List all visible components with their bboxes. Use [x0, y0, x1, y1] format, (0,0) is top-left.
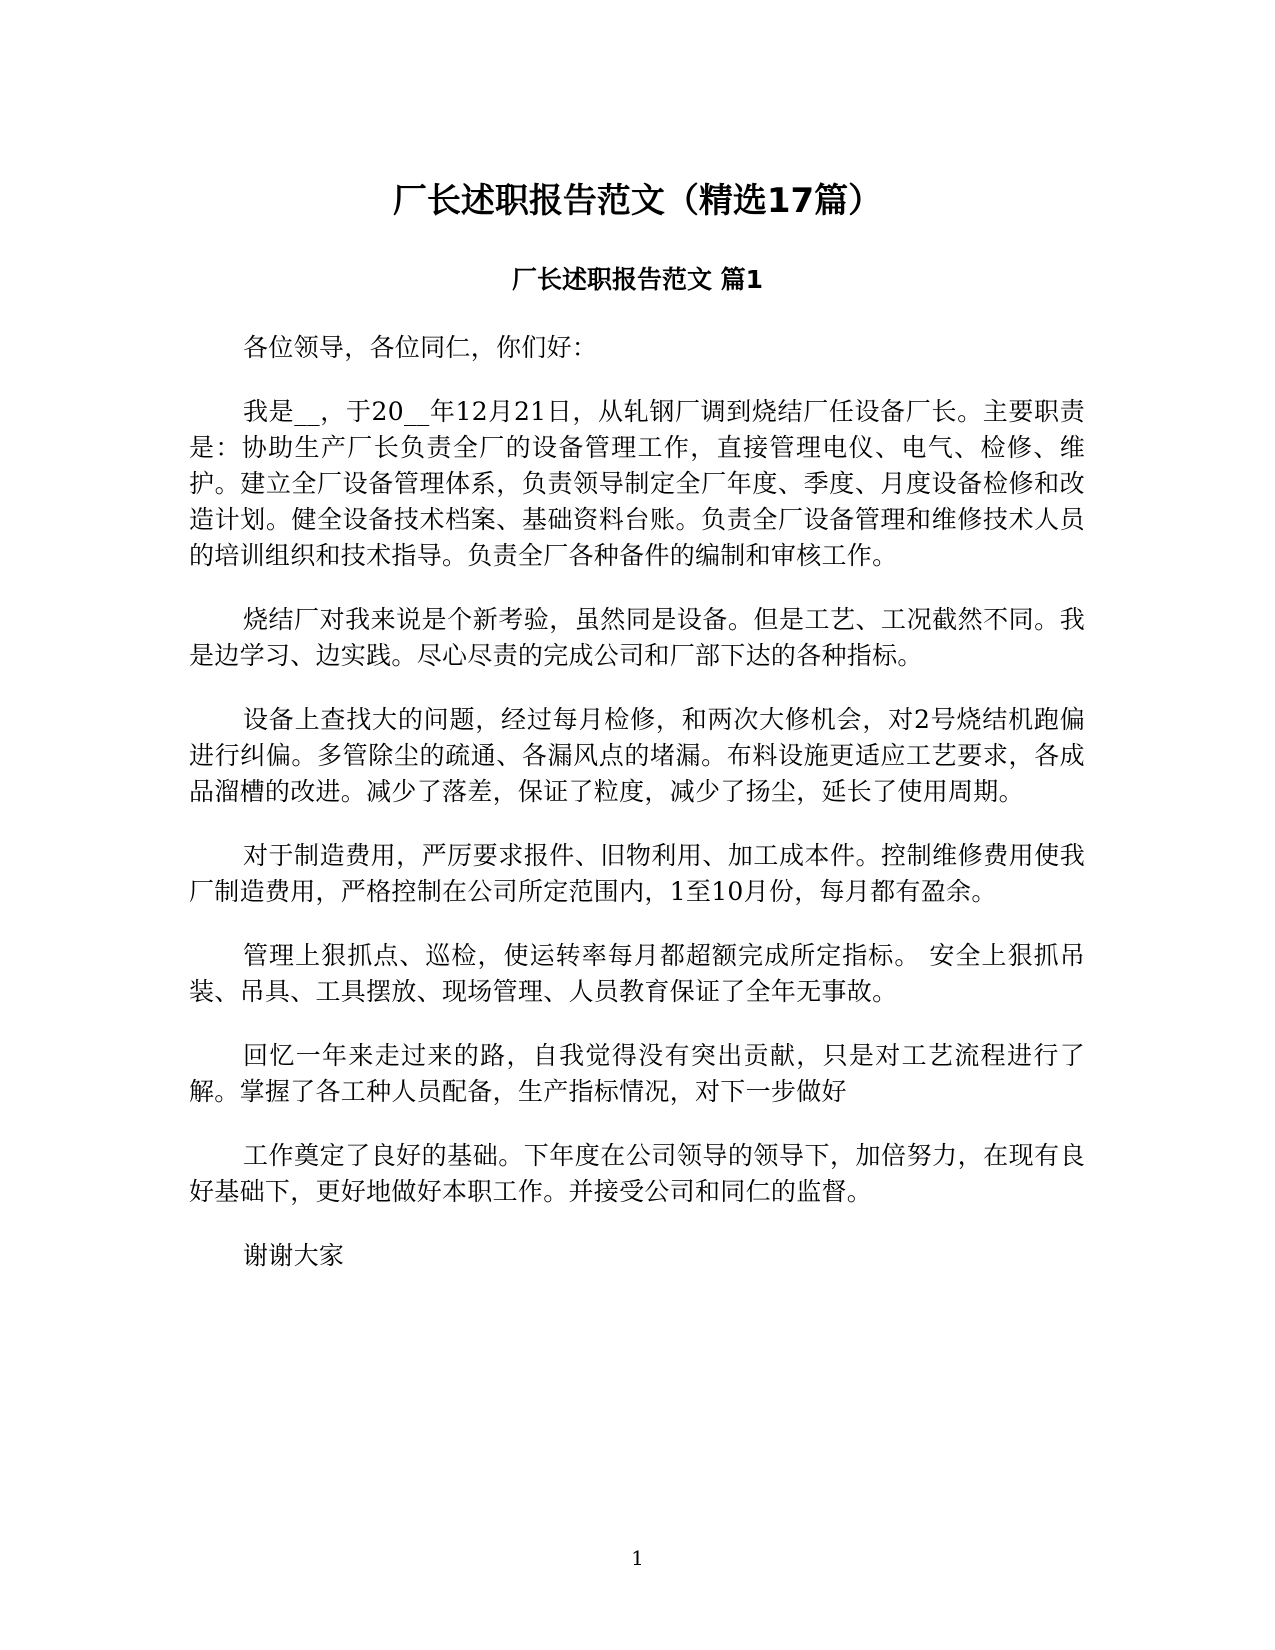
- paragraph-equipment-issues: 设备上查找大的问题，经过每月检修，和两次大修机会，对2号烧结机跑偏进行纠偏。多管除尘的疏通、各漏风点的堵漏。布料设施更适应工艺要求，各成品溜槽的改进。减少了落差，保证了粒度，减少了扬尘，延长了使用周期。: [189, 705, 1085, 806]
- paragraph-new-challenge: 烧结厂对我来说是个新考验，虽然同是设备。但是工艺、工况截然不同。我是边学习、边实践。尽心尽责的完成公司和厂部下达的各种指标。: [189, 605, 1085, 670]
- page-number: 1: [631, 1546, 644, 1570]
- paragraph-responsibilities: 我是__，于20__年12月21日，从轧钢厂调到烧结厂任设备厂长。主要职责是：协助生产厂长负责全厂的设备管理工作，直接管理电仪、电气、检修、维护。建立全厂设备管理体系，负责领导制定全厂年度、季度、月度设备检修和改造计划。健全设备技术档案、基础资料台账。负责全厂设备管理和维修技术人员的培训组织和技术指导。负责全厂各种备件的编制和审核工作。: [189, 397, 1085, 570]
- paragraph-thanks: 谢谢大家: [243, 1241, 345, 1270]
- paragraph-reflection: 回忆一年来走过来的路，自我觉得没有突出贡献，只是对工艺流程进行了解。掌握了各工种人员配备，生产指标情况，对下一步做好: [189, 1041, 1085, 1106]
- document-body: [189, 330, 1085, 1302]
- paragraph-manufacturing-costs: 对于制造费用，严厉要求报件、旧物利用、加工成本件。控制维修费用使我厂制造费用，严格控制在公司所定范围内，1至10月份，每月都有盈余。: [189, 841, 1085, 906]
- paragraph-next-year: 工作奠定了良好的基础。下年度在公司领导的领导下，加倍努力，在现有良好基础下，更好地做好本职工作。并接受公司和同仁的监督。: [189, 1141, 1085, 1206]
- paragraph-greeting: 各位领导，各位同仁，你们好：: [243, 333, 598, 362]
- document-title: 厂长述职报告范文（精选17篇）: [392, 181, 883, 221]
- paragraph-management-safety: 管理上狠抓点、巡检，使运转率每月都超额完成所定指标。 安全上狠抓吊装、吊具、工具摆放、现场管理、人员教育保证了全年无事故。: [189, 941, 1085, 1006]
- section-heading: 厂长述职报告范文 篇1: [511, 265, 764, 294]
